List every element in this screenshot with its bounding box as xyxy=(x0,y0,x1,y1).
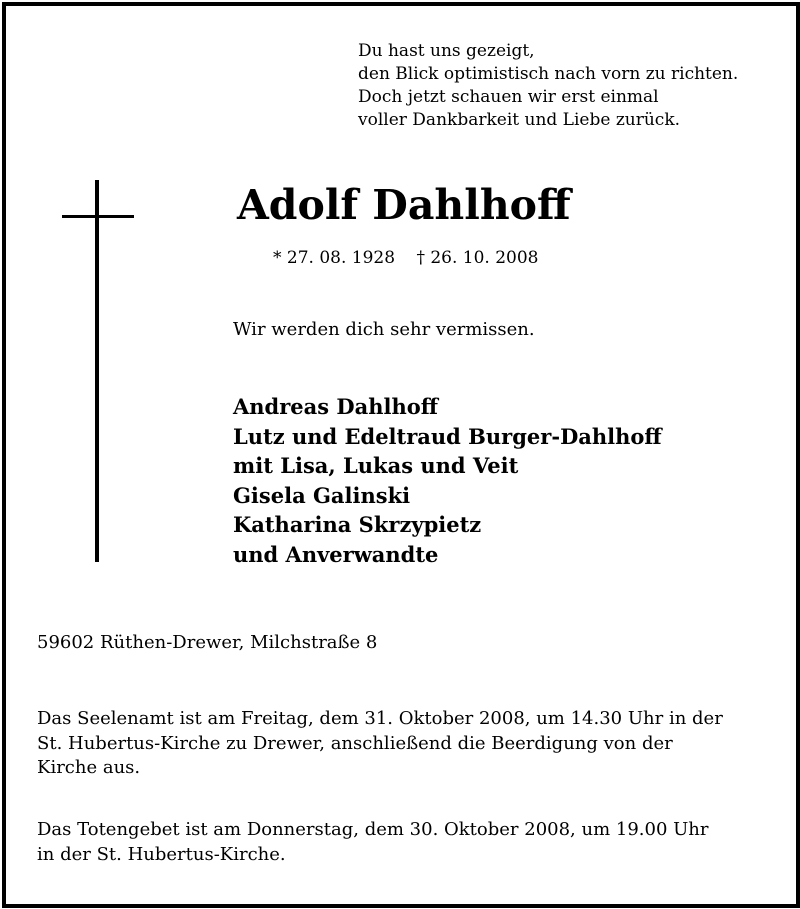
mourner-entry: mit Lisa, Lukas und Veit xyxy=(233,453,519,478)
mourner-entry: Gisela Galinski xyxy=(233,482,411,508)
cross-icon-vertical-bar xyxy=(95,180,99,562)
service-line: Das Seelenamt ist am Freitag, dem 31. Oktober 2008, um 14.30 Uhr in der xyxy=(37,708,723,729)
poem-line: voller Dankbarkeit und Liebe zurück. xyxy=(358,110,681,130)
birth-date: * 27. 08. 1928 xyxy=(273,248,396,268)
poem-line: Du hast uns gezeigt, xyxy=(358,41,535,61)
poem-line: Doch jetzt schauen wir erst einmal xyxy=(358,87,659,107)
poem-line: den Blick optimistisch nach vorn zu richten. xyxy=(358,64,739,84)
mourner-entry: und Anverwandte xyxy=(233,541,439,567)
service-line: St. Hubertus-Kirche zu Drewer, anschließend die Beerdigung von der xyxy=(37,732,673,754)
death-date: † 26. 10. 2008 xyxy=(416,248,539,268)
service-line: Kirche aus. xyxy=(37,757,141,778)
farewell-message: Wir werden dich sehr vermissen. xyxy=(233,319,535,340)
prayer-notice xyxy=(37,818,709,867)
mourner-entry: Andreas Dahlhoff xyxy=(233,394,438,419)
cross-icon-horizontal-bar xyxy=(62,215,134,218)
mourners-list xyxy=(233,392,662,569)
prayer-line: Das Totengebet ist am Donnerstag, dem 30. Oktober 2008, um 19.00 Uhr xyxy=(37,819,709,840)
poem-block xyxy=(358,40,738,132)
life-dates xyxy=(273,247,539,269)
service-notice xyxy=(37,707,723,781)
prayer-line: in der St. Hubertus-Kirche. xyxy=(37,843,286,865)
deceased-name: Adolf Dahlhoff xyxy=(237,181,571,229)
family-address: 59602 Rüthen-Drewer, Milchstraße 8 xyxy=(37,632,378,653)
mourner-entry: Katharina Skrzypietz xyxy=(233,512,482,537)
mourner-entry: Lutz und Edeltraud Burger-Dahlhoff xyxy=(233,423,662,449)
